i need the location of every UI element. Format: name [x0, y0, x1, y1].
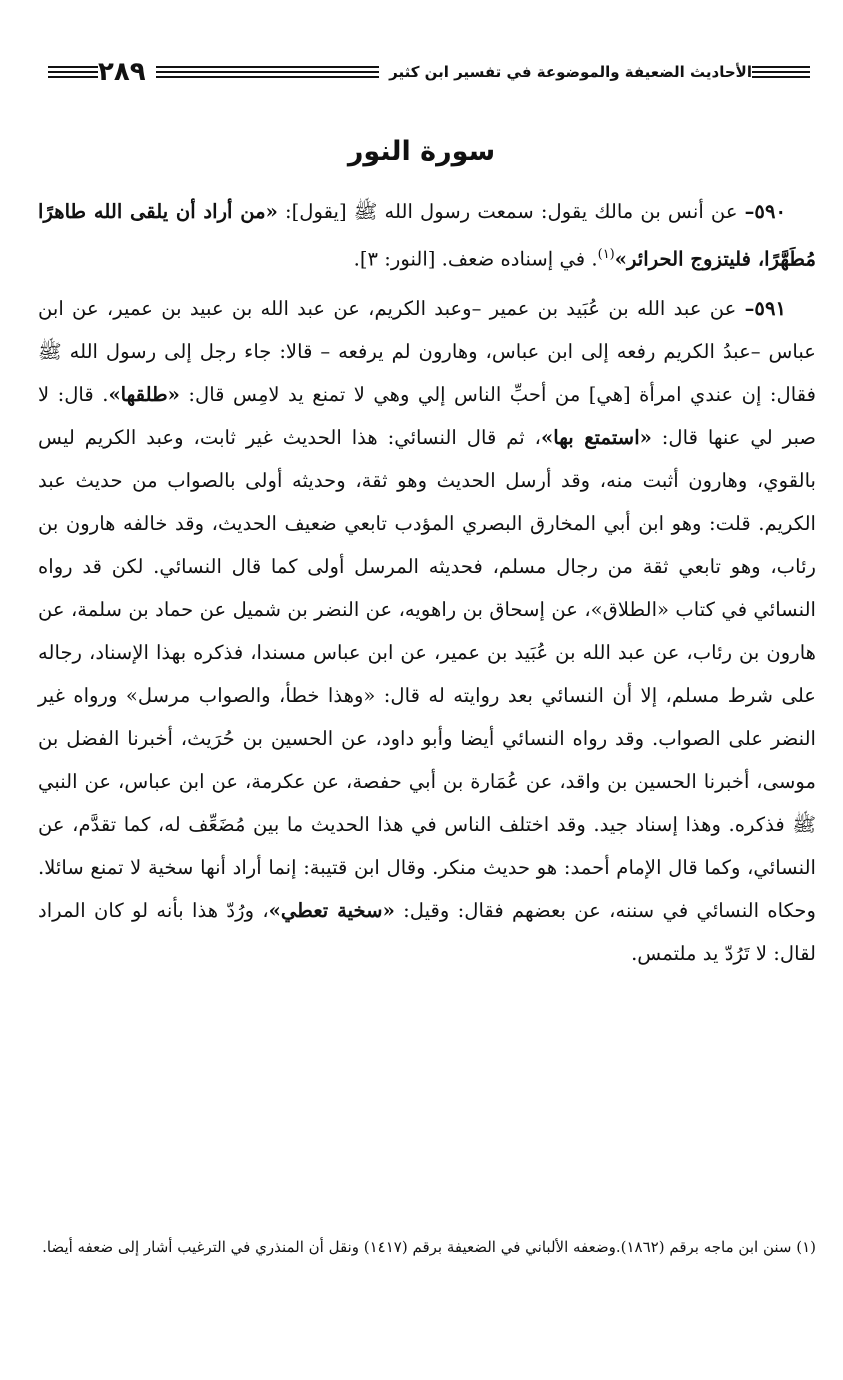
hadith-quote: «من أراد أن يلقى الله طاهرًا مُطَهَّرًا، فليتزوج الحرائر» — [38, 200, 816, 271]
footnote-reference: (١) — [597, 247, 615, 262]
footnote: (١) سنن ابن ماجه برقم (١٨٦٢).وضعفه الألباني في الضعيفة برقم (١٤١٧) ونقل أن المنذري في الترغيب أشار إلى ضعفه أيضا. — [42, 1238, 816, 1256]
footnotes — [38, 1232, 816, 1262]
hadith-quote: «استمتع بها» — [540, 425, 652, 449]
hadith-quote: «طلقها» — [108, 382, 180, 406]
page-number: ٢٨٩ — [98, 57, 146, 87]
hadith-text: . قال: لا صبر لي عنها قال: — [38, 382, 816, 449]
surah-title: سورة النور — [347, 136, 496, 167]
hadith-number: ٥٩٠– — [744, 200, 786, 223]
header-rule-middle — [156, 66, 380, 78]
hadith-quote: «سخية تعطي» — [268, 898, 395, 922]
hadith-commentary: ، ثم قال النسائي: هذا الحديث غير ثابت، وعبد الكريم ليس بالقوي، وهارون أثبت منه، وقد أرسل الحديث وهو ثقة، وحديثه أولى بالصواب من حديث عبد الكريم. قلت: وهو ابن أبي المخارق البصري المؤدب تابعي ضعيف الحديث، وقد خالفه هارون بن رئاب، وهو تابعي ثقة من رجال مسلم، فحديثه المرسل أولى كما قال النسائي. لكن قد رواه النسائي في كتاب «الطلاق»، عن إسحاق بن راهويه، عن النضر بن شميل عن حماد بن سلمة، عن هارون بن رئاب، عن عبد الله بن عُبَيد بن عمير، عن ابن عباس مسندا، فذكره بهذا الإسناد، رجاله على شرط مسلم، إلا أن النسائي بعد روايته له قال: «وهذا خطأ، والصواب مرسل» ورواه غير النضر على الصواب. وقد رواه النسائي أيضا وأبو داود، عن الحسين بن حُرَيث، أخبرنا الفضل بن موسى، أخبرنا الحسين بن واقد، عن عُمَارة بن أبي حفصة، عن عكرمة، عن ابن عباس، عن النبي ﷺ فذكره. وهذا إسناد جيد. وقد اختلف الناس في هذا الحديث ما بين مُضَعِّف له، كما تقدَّم، عن النسائي، وكما قال الإمام أحمد: هو حديث منكر. وقال ابن قتيبة: إنما أراد أنها سخية لا تمنع سائلا. وحكاه النسائي في سننه، عن بعضهم فقال: وقيل: — [38, 425, 816, 922]
running-header — [40, 55, 820, 89]
main-text — [38, 190, 816, 981]
hadith-590 — [38, 190, 816, 281]
hadith-591 — [38, 287, 816, 975]
hadith-text: عن عبد الله بن عُبَيد بن عمير –وعبد الكريم، عن عبد الله بن عبيد بن عمير، عن ابن عباس –عبدُ الكريم رفعه إلى ابن عباس، وهارون لم يرفعه – قالا: جاء رجل إلى رسول الله ﷺ فقال: إن عندي امرأة [هي] من أحبِّ الناس إلي وهي لا تمنع يد لامِس قال: — [38, 296, 816, 406]
header-rule-right — [752, 66, 810, 78]
header-rule-left — [48, 66, 98, 78]
hadith-number: ٥٩١– — [744, 296, 786, 320]
hadith-text: عن أنس بن مالك يقول: سمعت رسول الله ﷺ [يقول]: — [277, 200, 745, 223]
book-title: الأحاديث الضعيفة والموضوعة في تفسير ابن كثير — [389, 63, 752, 81]
hadith-commentary: ، ورُدّ هذا بأنه لو كان المراد لقال: لا تَرُدّ يد ملتمس. — [38, 898, 816, 965]
hadith-grading: . في إسناده ضعف. [النور: ٣]. — [353, 247, 598, 271]
